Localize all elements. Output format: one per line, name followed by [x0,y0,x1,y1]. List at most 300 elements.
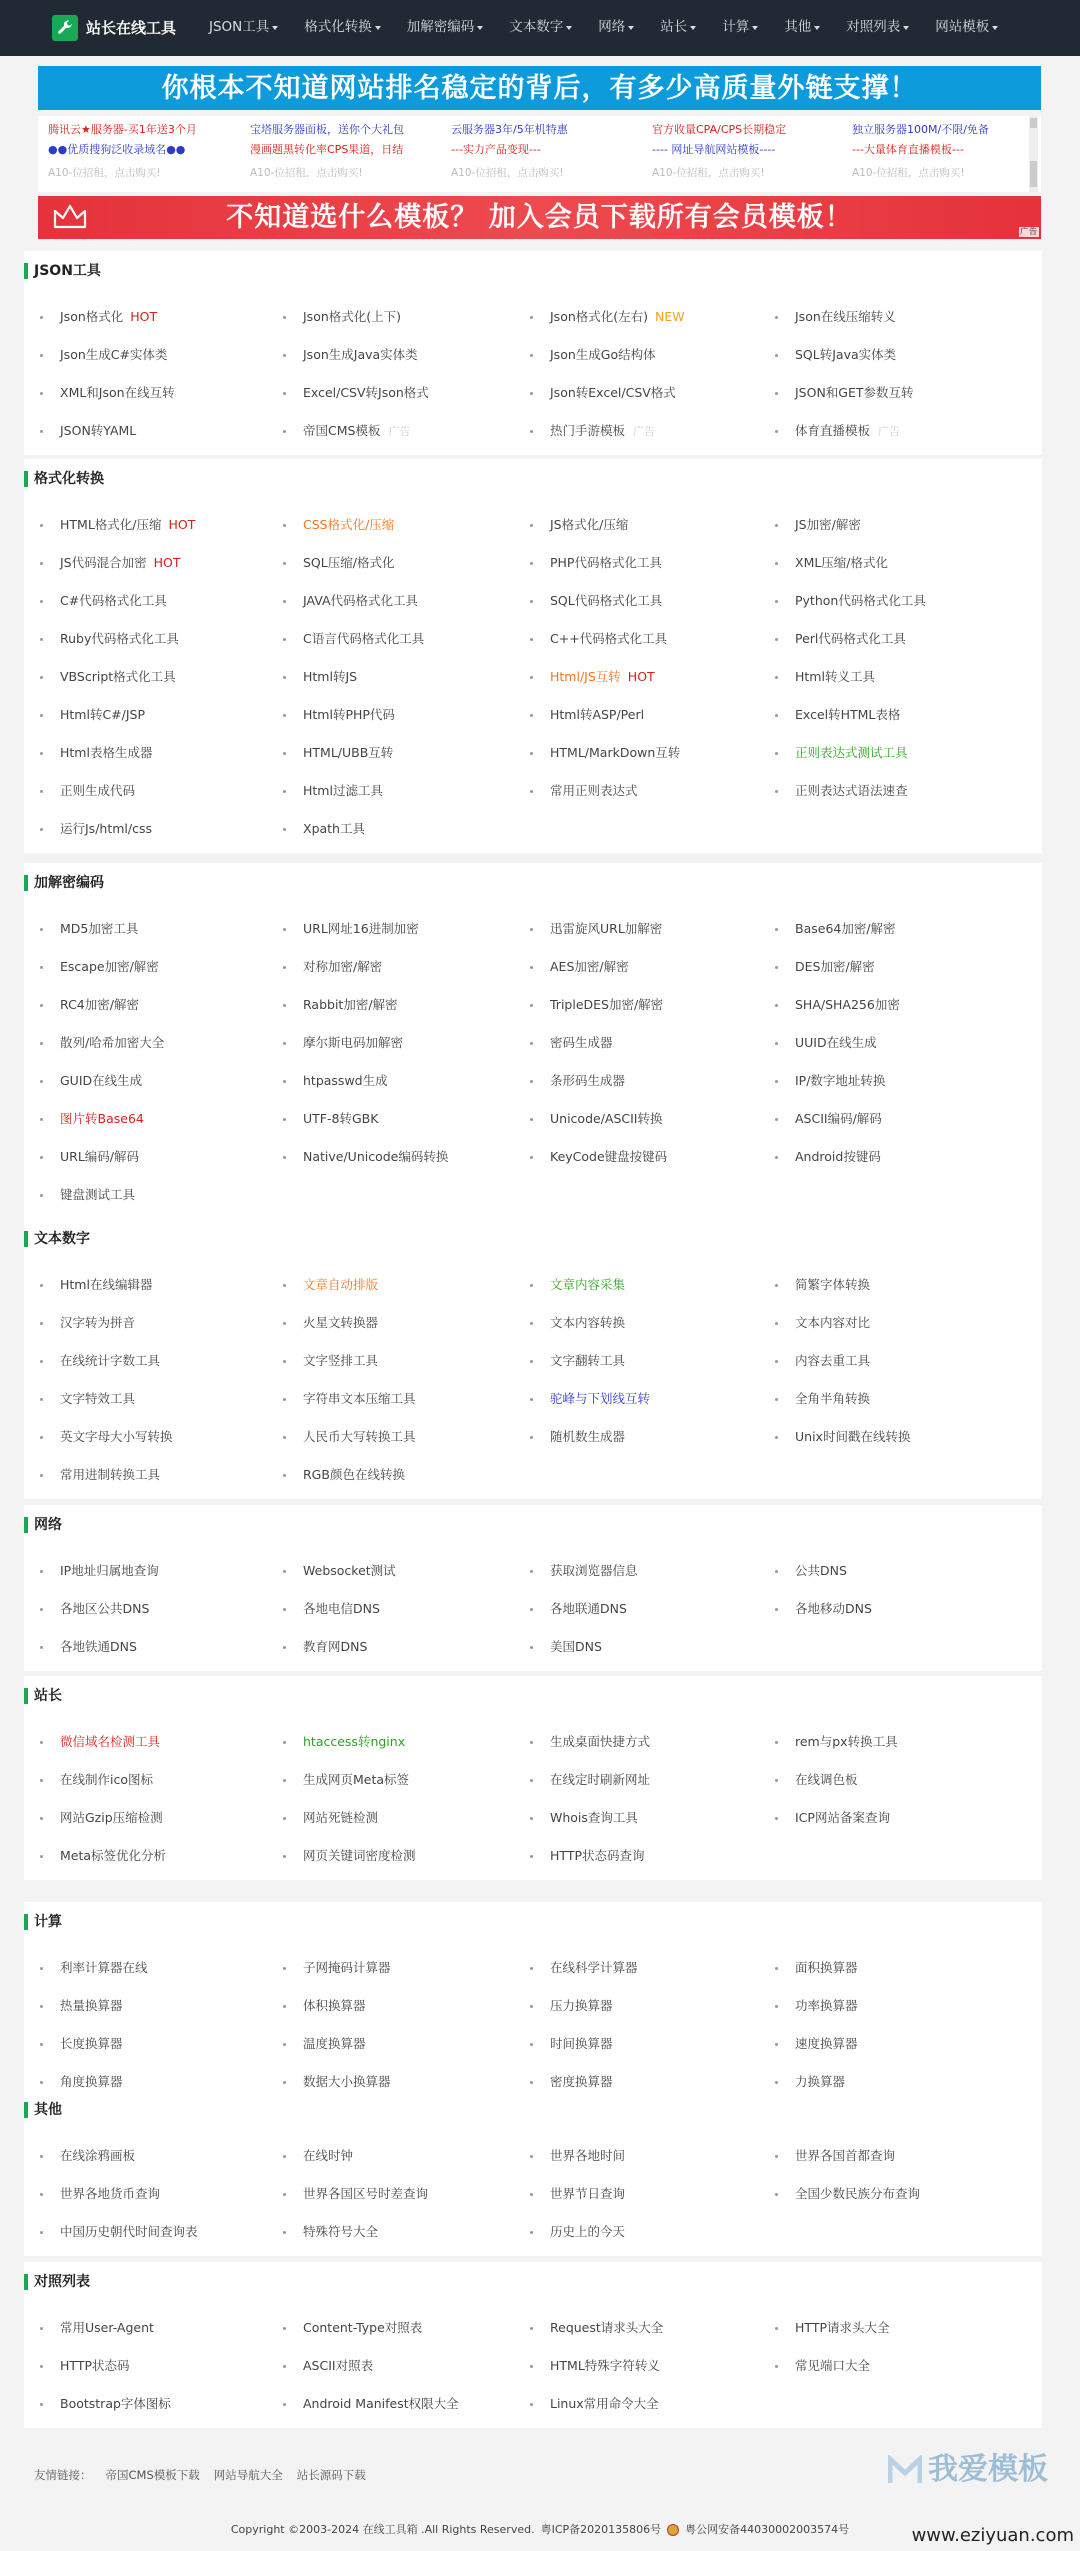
tool-link-label: Json格式化(左右) [550,308,649,324]
tool-link[interactable] [775,1391,870,1407]
tool-link[interactable] [775,1315,870,1331]
tool-link[interactable] [775,2074,845,2090]
tool-link[interactable] [775,2186,920,2202]
tool-link-label: Xpath工具 [303,820,365,836]
tool-link-label: Ruby代码格式化工具 [60,630,179,646]
nav-menu-item[interactable] [933,0,1008,56]
tool-link[interactable] [775,997,900,1013]
tool-link[interactable] [775,2036,858,2052]
tool-link[interactable] [40,1734,160,1750]
tool-link[interactable] [40,997,139,1013]
tool-link[interactable] [283,1073,388,1089]
tool-link[interactable] [283,1639,367,1655]
tool-link[interactable] [40,1353,160,1369]
tool-link[interactable] [283,2148,353,2164]
ad-link[interactable]: ---大量体育直播模板--- [852,143,964,156]
tool-link[interactable] [775,1734,898,1750]
tool-link[interactable] [40,1810,163,1826]
tool-link[interactable] [283,309,401,325]
tool-link-label: MD5加密工具 [60,920,139,936]
tool-link[interactable] [530,783,638,799]
section-title: 其他 [24,2090,62,2130]
tool-link[interactable] [40,821,152,837]
tool-link[interactable] [775,1035,877,1051]
tool-link[interactable] [530,347,656,363]
bullet-dot [283,1570,286,1573]
bullet-dot [283,316,286,319]
tool-link[interactable] [530,631,667,647]
tool-link[interactable] [530,2224,625,2240]
tool-link[interactable] [40,783,135,799]
tool-link[interactable] [40,1998,123,2014]
tool-link[interactable] [775,1277,870,1293]
tool-link[interactable] [283,347,418,363]
bullet-dot [283,928,286,931]
tool-link[interactable] [283,783,383,799]
tool-link-label: 随机数生成器 [550,1428,626,1444]
tool-link[interactable] [775,2320,890,2336]
tool-link[interactable] [530,1073,625,1089]
tool-link[interactable] [283,1035,403,1051]
tool-link-label: 世界各国首都查询 [795,2147,896,2163]
tool-link-label: RGB颜色在线转换 [303,1466,405,1482]
tool-link[interactable] [40,517,195,533]
tool-link[interactable] [775,309,896,325]
tool-link[interactable] [530,2148,625,2164]
tool-link[interactable] [775,1149,881,1165]
tool-link[interactable] [283,1149,448,1165]
tool-link-label: 热门手游模板 [550,422,626,438]
ad-link[interactable]: ---- 网址导航网站模板---- [652,143,776,156]
tool-link-label: AES加密/解密 [550,958,629,974]
nav-menu-item[interactable] [844,0,919,56]
nav-menu-item[interactable] [302,0,391,56]
tool-link[interactable] [775,1073,885,1089]
tool-section [24,251,1042,455]
tool-link[interactable] [775,347,896,363]
tool-link[interactable] [283,2320,422,2336]
nav-menu-item[interactable] [658,0,706,56]
tool-link[interactable] [40,593,167,609]
tool-link-label: 简繁字体转换 [795,1276,871,1292]
tool-link[interactable] [775,1353,870,1369]
tool-link[interactable] [283,669,357,685]
tool-link[interactable] [530,1848,645,1864]
ad-link[interactable]: A10-位招租，点击购买! [48,167,161,179]
bullet-dot [283,1322,286,1325]
tool-badge: HOT [168,516,196,532]
bullet-dot [530,600,533,603]
nav-menu-item[interactable] [405,0,494,56]
bullet-dot [283,524,286,527]
tool-link[interactable] [283,1998,366,2014]
tool-link[interactable] [775,1810,890,1826]
bullet-dot [40,2231,43,2234]
tool-link[interactable] [775,1429,910,1445]
nav-menu-item[interactable] [782,0,830,56]
tool-link-label: JS加密/解密 [795,516,861,532]
bullet-dot [283,2193,286,2196]
tool-link[interactable] [283,517,394,533]
tool-link[interactable] [530,555,662,571]
ad-link[interactable]: 宝塔服务器面板，送你个大礼包 [250,123,404,136]
tool-link[interactable] [775,1998,858,2014]
bullet-dot [283,1436,286,1439]
tool-link[interactable] [530,1035,613,1051]
tool-link[interactable] [40,1149,139,1165]
ad-link[interactable]: A10-位招租，点击购买! [250,167,363,179]
tool-link[interactable] [40,2224,198,2240]
tool-link[interactable] [40,2074,123,2090]
tool-link[interactable] [40,2186,160,2202]
site-logo[interactable] [52,15,176,41]
tool-link-label: 运行Js/html/css [60,820,152,836]
bullet-dot [40,2365,43,2368]
copyright-text: Copyright ©2003-2024 在线工具箱 .All Rights Reserved. [230,2523,535,2536]
caret-down-icon [375,26,381,30]
tool-link-label: ASCII对照表 [303,2357,374,2373]
ad-marker: 广告 [388,424,411,438]
icp-link[interactable]: 粤ICP备2020135806号 [540,2523,662,2536]
nav-menu-item[interactable] [507,0,582,56]
tool-link[interactable] [40,1772,153,1788]
tool-link[interactable] [530,745,680,761]
nav-menu-item[interactable] [720,0,768,56]
tool-link[interactable] [775,783,908,799]
ad-link[interactable]: A10-位招租，点击购买! [652,167,765,179]
tool-link[interactable] [530,1315,625,1331]
tool-link[interactable] [40,1277,152,1293]
bullet-dot [530,1360,533,1363]
tool-link[interactable] [775,1772,858,1788]
tool-link[interactable] [530,1391,650,1407]
tool-link[interactable] [530,1810,638,1826]
tool-link-label: SQL代码格式化工具 [550,592,663,608]
tool-link-label: Base64加密/解密 [795,920,896,936]
tool-link[interactable] [283,1391,416,1407]
bullet-dot [530,316,533,319]
tool-link-label: 内容去重工具 [795,1352,871,1368]
tool-link-label: 面积换算器 [795,1959,858,1975]
tool-link[interactable] [530,1277,625,1293]
tool-link[interactable] [530,1734,650,1750]
tool-link[interactable] [40,1073,142,1089]
tool-link-label: SHA/SHA256加密 [795,996,900,1012]
bullet-dot [40,752,43,755]
tool-link[interactable] [775,707,900,723]
bullet-dot [775,2155,778,2158]
tool-link-label: JS格式化/压缩 [550,516,629,532]
tool-link[interactable] [775,959,875,975]
tool-link[interactable] [530,1639,602,1655]
tool-link[interactable] [283,2396,459,2412]
tool-link[interactable] [775,921,896,937]
tool-link-label: JSON和GET参数互转 [795,384,914,400]
tool-link[interactable] [775,1960,858,1976]
tool-link[interactable] [775,517,861,533]
section-title: 站长 [24,1676,62,1716]
tool-link-label: 文章内容采集 [550,1276,626,1292]
friend-links-label: 友情链接： [34,2468,92,2483]
tool-link[interactable] [40,555,181,571]
tool-link-label: 在线制作ico图标 [60,1771,153,1787]
crown-icon [52,201,88,233]
member-banner[interactable] [38,196,1041,239]
tool-section [24,2090,1042,2256]
tool-link[interactable] [40,1467,160,1483]
tool-link[interactable] [775,631,906,647]
tool-link[interactable] [530,997,663,1013]
tool-link-label: Json格式化 [60,308,124,324]
ad-link[interactable]: ---实力产品变现--- [451,143,541,156]
bullet-dot [40,1042,43,1045]
bullet-dot [283,1967,286,1970]
tool-link[interactable] [775,1111,882,1127]
ad-link[interactable]: 腾讯云★服务器-买1年送3个月 [48,123,197,136]
tool-link[interactable] [530,1149,667,1165]
tool-link[interactable] [283,2036,366,2052]
tool-link[interactable] [775,745,908,761]
tool-link-label: 各地铁通DNS [60,1638,137,1654]
tool-link[interactable] [530,517,628,533]
tool-link[interactable] [530,1429,625,1445]
tool-link[interactable] [530,1960,638,1976]
tool-link[interactable] [40,423,136,439]
tool-link[interactable] [283,2186,428,2202]
tool-link[interactable] [40,1315,135,1331]
bullet-dot [775,1004,778,1007]
tool-link[interactable] [40,2320,154,2336]
bullet-dot [283,354,286,357]
tool-link[interactable] [283,1353,378,1369]
tool-link-label: 在线定时刷新网址 [550,1771,651,1787]
tool-link[interactable] [283,2358,373,2374]
ad-link[interactable]: ●●优质搜狗泛收录域名●● [48,143,186,156]
bullet-dot [283,1360,286,1363]
bullet-dot [283,2155,286,2158]
tool-link[interactable] [530,593,662,609]
tool-link[interactable] [283,1315,378,1331]
tool-link[interactable] [40,1601,149,1617]
section-title: 加解密编码 [24,863,104,903]
bullet-dot [40,1004,43,1007]
nav-menu-item[interactable] [596,0,644,56]
tool-link[interactable] [775,669,875,685]
tool-link[interactable] [283,1960,391,1976]
tool-link[interactable] [530,707,644,723]
tool-link[interactable] [775,593,926,609]
nav-menu-item[interactable] [207,0,288,56]
tool-link[interactable] [530,2074,613,2090]
tool-link[interactable] [40,921,138,937]
bullet-dot [775,752,778,755]
tool-link[interactable] [530,1563,638,1579]
friend-link[interactable]: 站长源码下载 [296,2468,366,2483]
bullet-dot [530,1080,533,1083]
bullet-dot [283,1080,286,1083]
tool-link[interactable] [283,745,393,761]
tool-link[interactable] [283,1467,405,1483]
tool-link[interactable] [530,921,662,937]
tool-link-label: Html转PHP代码 [303,706,395,722]
tool-link[interactable] [283,1601,380,1617]
bullet-dot [775,1436,778,1439]
tool-link[interactable] [530,959,629,975]
top-banner[interactable] [38,66,1041,110]
ad-link[interactable]: 独立服务器100M/不限/免备 [852,123,989,136]
tool-link-label: Unix时间戳在线转换 [795,1428,911,1444]
tool-link[interactable] [283,593,418,609]
tool-section [24,459,1042,853]
tool-link[interactable] [775,385,914,401]
tool-link[interactable] [283,921,419,937]
tool-link[interactable] [283,1563,396,1579]
tool-link[interactable] [283,1277,378,1293]
bullet-dot [40,562,43,565]
tool-link[interactable] [530,423,655,439]
tool-section [24,863,1042,1219]
tool-link[interactable] [40,1848,166,1864]
tool-link[interactable] [40,1960,148,1976]
tool-link[interactable] [40,2036,123,2052]
tool-link[interactable] [283,1111,378,1127]
bullet-dot [283,752,286,755]
tool-link[interactable] [530,385,676,401]
bullet-dot [40,714,43,717]
ad-scrollbar[interactable] [1029,116,1038,192]
tool-link[interactable] [40,2396,171,2412]
tool-link[interactable] [530,2358,660,2374]
tool-link[interactable] [40,1187,135,1203]
tool-link[interactable] [530,1601,627,1617]
tool-link-label: 各地移动DNS [795,1600,872,1616]
tool-link-label: SQL转Java实体类 [795,346,897,362]
tool-link[interactable] [530,1111,663,1127]
tool-link[interactable] [530,2036,613,2052]
tool-link-label: 速度换算器 [795,2035,858,2051]
bullet-dot [40,2327,43,2330]
tool-link[interactable] [40,1429,173,1445]
tool-link[interactable] [530,1998,613,2014]
tool-link-label: TripleDES加密/解密 [550,996,664,1012]
bullet-dot [775,966,778,969]
bullet-dot [40,524,43,527]
tool-link-label: htaccess转nginx [303,1733,406,1749]
bullet-dot [530,1817,533,1820]
caret-down-icon [903,26,909,30]
tool-link[interactable] [775,2358,870,2374]
tool-link[interactable] [283,631,424,647]
bullet-dot [530,1322,533,1325]
tool-badge: NEW [655,308,685,324]
tool-link[interactable] [40,385,175,401]
ad-link[interactable]: A10-位招租，点击购买! [451,167,564,179]
bullet-dot [283,1156,286,1159]
tool-link-label: HTTP状态码 [60,2357,130,2373]
tool-link-label: Whois查询工具 [550,1809,638,1825]
tool-link-label: 长度换算器 [60,2035,123,2051]
tool-link[interactable] [283,1734,405,1750]
bullet-dot [530,1284,533,1287]
tool-section [24,1219,1042,1499]
tool-link[interactable] [530,1772,650,1788]
tool-link[interactable] [283,1429,416,1445]
tool-link-label: HTML格式化/压缩 [60,516,162,532]
tool-link[interactable] [530,1353,625,1369]
tool-link[interactable] [40,745,152,761]
tool-link[interactable] [283,2074,391,2090]
police-link[interactable]: 粤公网安备44030002003574号 [685,2523,850,2536]
tool-link[interactable] [530,669,655,685]
tool-link[interactable] [40,1111,144,1127]
tool-link[interactable] [40,707,145,723]
tool-link[interactable] [530,2320,663,2336]
tool-link-label: JSON转YAML [60,422,137,438]
ad-link[interactable]: A10-位招租，点击购买! [852,167,965,179]
tool-link[interactable] [40,309,157,325]
friend-link[interactable]: 网站导航大全 [213,2468,283,2483]
friend-link[interactable]: 帝国CMS模板下载 [105,2468,200,2483]
watermark-m-icon [888,2455,922,2485]
tool-link[interactable] [283,1810,378,1826]
tool-link[interactable] [40,631,179,647]
tool-link[interactable] [40,959,159,975]
bullet-dot [775,1322,778,1325]
tool-link[interactable] [40,1035,164,1051]
tool-link[interactable] [775,2148,895,2164]
tool-link[interactable] [40,347,167,363]
tool-link[interactable] [530,309,685,325]
tool-link[interactable] [283,707,395,723]
tool-link[interactable] [40,1639,137,1655]
tool-link[interactable] [283,821,365,837]
tool-link[interactable] [40,1391,135,1407]
bullet-dot [283,2005,286,2008]
bullet-dot [775,638,778,641]
tool-link[interactable] [775,423,900,439]
tool-link[interactable] [775,1563,847,1579]
tool-link[interactable] [283,385,429,401]
tool-link[interactable] [775,1601,872,1617]
ad-link[interactable]: 云服务器3年/5年机特惠 [451,123,568,136]
tool-link[interactable] [40,2358,130,2374]
tool-link[interactable] [283,1848,416,1864]
tool-link[interactable] [530,2186,625,2202]
tool-link[interactable] [775,555,888,571]
bullet-dot [40,1436,43,1439]
tool-link[interactable] [283,555,394,571]
tool-link[interactable] [283,997,398,1013]
tool-link[interactable] [283,2224,378,2240]
bullet-dot [283,1817,286,1820]
tool-link-label: 利率计算器在线 [60,1959,148,1975]
tool-link[interactable] [283,959,382,975]
tool-link-label: 微信域名检测工具 [60,1733,161,1749]
tool-link-label: Html在线编辑器 [60,1276,153,1292]
tool-link[interactable] [283,423,410,439]
tool-link[interactable] [40,1563,159,1579]
ad-marker: 广告 [633,424,656,438]
bullet-dot [775,1967,778,1970]
bullet-dot [530,966,533,969]
ad-link[interactable]: 漫画题黑转化率CPS果道，日结 [250,143,404,156]
tool-link[interactable] [283,1772,409,1788]
ad-link[interactable]: 官方收量CPA/CPS长期稳定 [652,123,787,136]
tool-link[interactable] [530,2396,659,2412]
tool-link[interactable] [40,2148,135,2164]
tool-link[interactable] [40,669,176,685]
bullet-dot [775,1042,778,1045]
